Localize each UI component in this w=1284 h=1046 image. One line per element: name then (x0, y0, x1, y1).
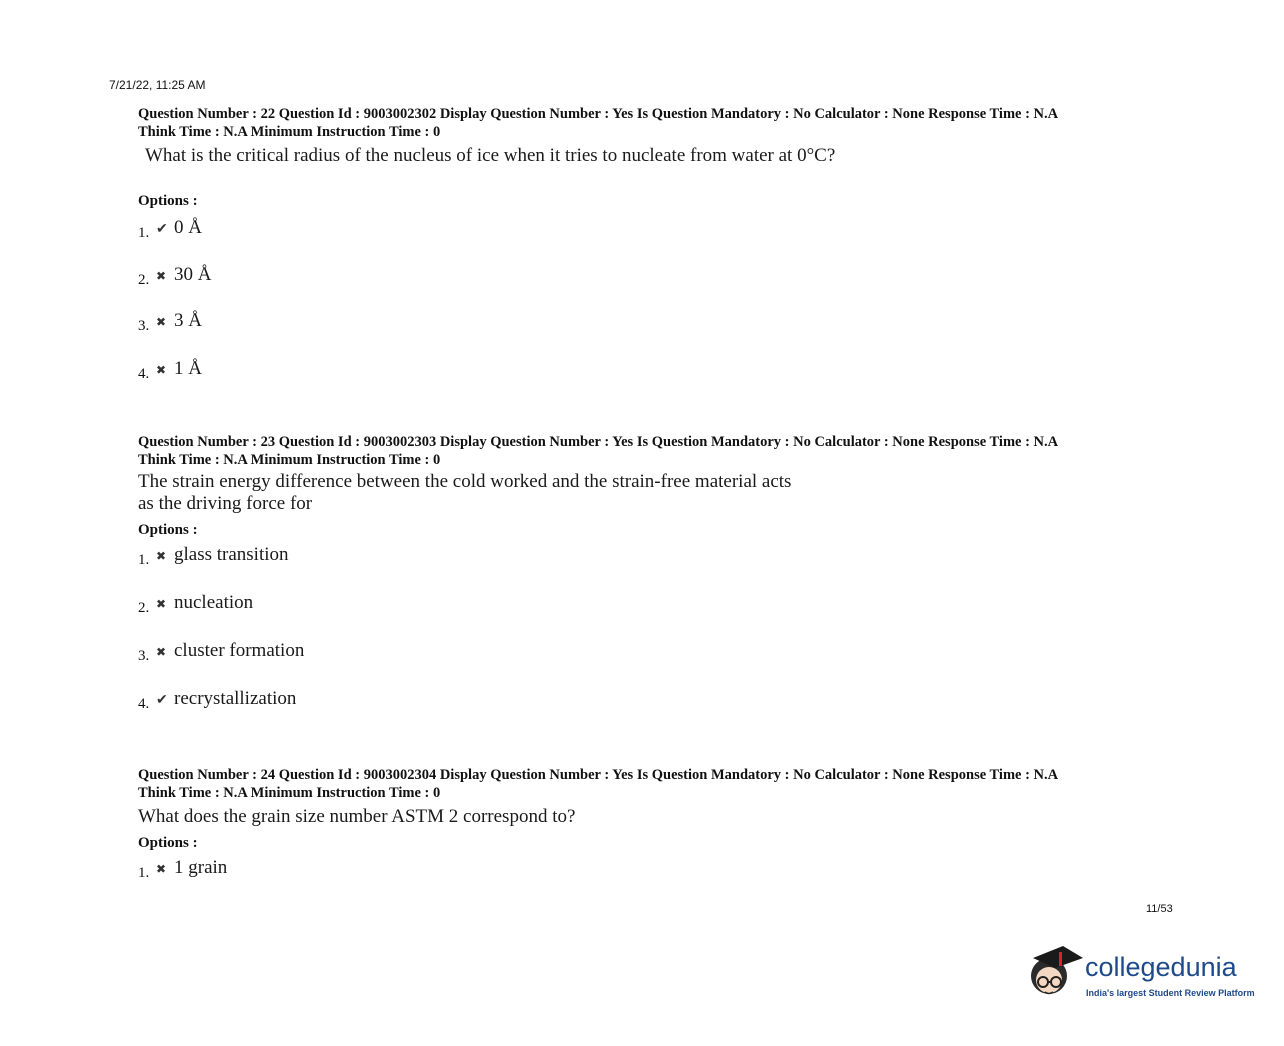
option-item (138, 217, 202, 239)
option-number: 4. (138, 366, 150, 382)
option-number: 1. (138, 865, 150, 881)
option-label: 1 Å (174, 358, 202, 379)
page-number: 11/53 (1146, 903, 1173, 915)
option-number: 3. (138, 648, 150, 664)
options-label: Options : (138, 522, 198, 538)
check-icon: ✔ (156, 222, 168, 237)
option-number: 3. (138, 318, 150, 334)
option-item (138, 640, 304, 662)
option-item (138, 857, 227, 879)
question-text-line: The strain energy difference between the cold worked and the strain-free material acts (138, 471, 792, 492)
question-24-meta (138, 766, 1178, 802)
meta-line: Think Time : N.A Minimum Instruction Time : 0 (138, 785, 441, 801)
option-label: 1 grain (174, 857, 228, 878)
option-item (138, 358, 202, 380)
option-number: 2. (138, 272, 150, 288)
question-text-line: as the driving force for (138, 493, 313, 514)
brand-name: collegedunia (1085, 952, 1237, 982)
meta-line: Question Number : 24 Question Id : 9003002304 Display Question Number : Yes Is Question Mandatory : No Calculator : None Response Time : N.A (138, 767, 1059, 783)
option-number: 4. (138, 696, 150, 712)
option-label: 0 Å (174, 217, 202, 238)
mascot-icon (1025, 940, 1085, 1010)
option-item (138, 688, 296, 710)
meta-line: Question Number : 23 Question Id : 9003002303 Display Question Number : Yes Is Question Mandatory : No Calculator : None Response Time : N.A (138, 434, 1059, 450)
question-22-text: What is the critical radius of the nucleus of ice when it tries to nucleate from water at 0°C? (145, 145, 836, 166)
option-label: 3 Å (174, 310, 202, 331)
meta-line: Think Time : N.A Minimum Instruction Time : 0 (138, 124, 441, 140)
brand-tagline: India's largest Student Review Platform (1086, 988, 1255, 998)
meta-line: Question Number : 22 Question Id : 9003002302 Display Question Number : Yes Is Question Mandatory : No Calculator : None Response Time : N.A (138, 106, 1059, 122)
cross-icon: ✖ (156, 597, 167, 611)
check-icon: ✔ (156, 693, 168, 708)
option-item (138, 310, 202, 332)
question-24-text: What does the grain size number ASTM 2 correspond to? (138, 806, 576, 827)
question-23-meta (138, 433, 1178, 469)
option-number: 1. (138, 552, 150, 568)
option-label: glass transition (174, 544, 289, 565)
cross-icon: ✖ (156, 645, 167, 659)
question-22-meta (138, 105, 1178, 141)
question-23-text (138, 471, 791, 515)
cross-icon: ✖ (156, 269, 167, 283)
cross-icon: ✖ (156, 549, 167, 563)
option-item (138, 264, 211, 286)
option-item (138, 592, 253, 614)
option-item (138, 544, 289, 566)
meta-line: Think Time : N.A Minimum Instruction Time : 0 (138, 452, 441, 468)
collegedunia-logo (1025, 940, 1255, 1010)
option-label: recrystallization (174, 688, 297, 709)
option-label: 30 Å (174, 264, 212, 285)
cross-icon: ✖ (156, 363, 167, 377)
option-number: 1. (138, 225, 150, 241)
option-label: cluster formation (174, 640, 305, 661)
option-label: nucleation (174, 592, 254, 613)
options-label: Options : (138, 193, 198, 209)
cross-icon: ✖ (156, 862, 167, 876)
option-number: 2. (138, 600, 150, 616)
options-label: Options : (138, 835, 198, 851)
cross-icon: ✖ (156, 315, 167, 329)
print-timestamp: 7/21/22, 11:25 AM (109, 78, 206, 92)
